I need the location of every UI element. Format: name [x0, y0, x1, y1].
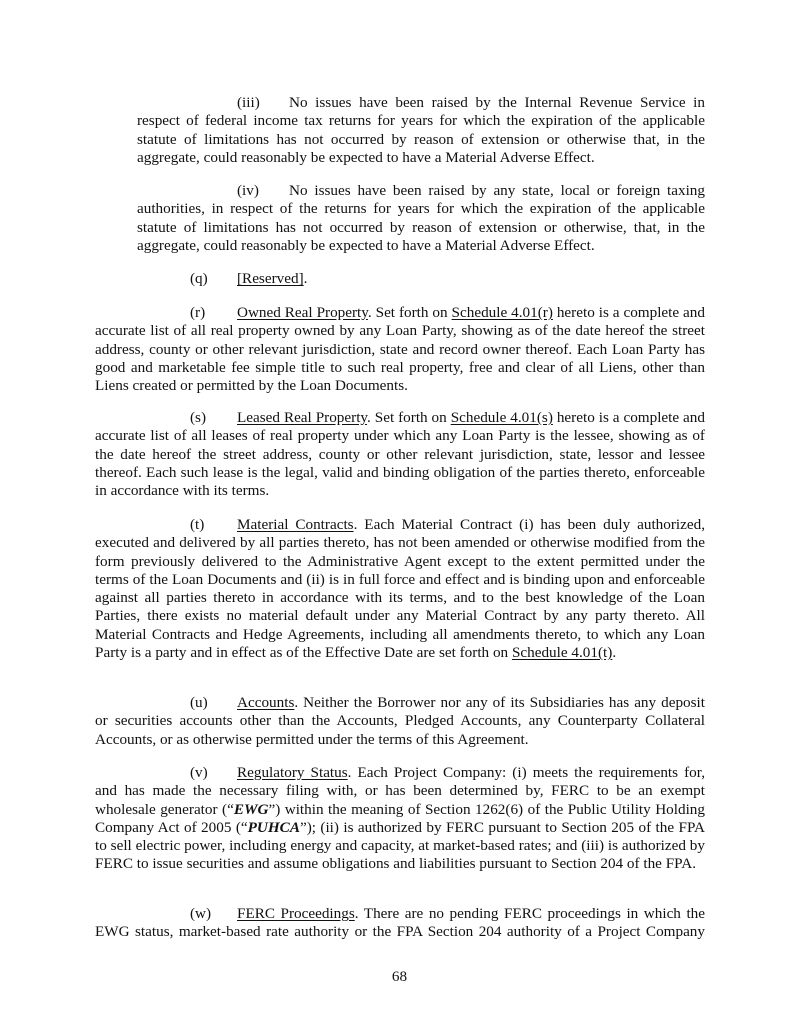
- paragraph-text: No issues have been raised by any state, local or foreign taxing authorities, in respect of the returns for years for which the expiration of the applicable statute of limitations has not occurred by reason of extension or otherwise, that, in the aggregate, could reasonably be expected to have a Material Adverse Effect.: [137, 182, 705, 254]
- page-number: 68: [391, 968, 408, 985]
- section-heading: Accounts: [237, 694, 295, 711]
- schedule-reference: Schedule 4.01(r): [451, 304, 553, 321]
- paragraph-w: (w) FERC Proceedings. There are no pending FERC proceedings in which the EWG status, market-based rate authority or the FPA Section 204 authority of a Project Company: [95, 905, 705, 941]
- section-heading: Owned Real Property: [237, 304, 368, 321]
- paragraph-label: (v): [190, 764, 208, 781]
- paragraph-label: (t): [190, 516, 205, 533]
- schedule-reference: Schedule 4.01(s): [450, 409, 553, 426]
- paragraph-u: (u) Accounts. Neither the Borrower nor any of its Subsidiaries has any deposit or securities accounts other than the Accounts, Pledged Accounts, any Counterparty Collateral Accounts, or as otherwise permitted under the terms of this Agreement.: [95, 694, 705, 748]
- paragraph-iii: [137, 94, 705, 167]
- section-heading: Material Contracts: [237, 516, 354, 533]
- paragraph-label: (w): [190, 905, 212, 922]
- paragraph-label: (iii): [237, 94, 260, 111]
- defined-term-ewg: EWG: [233, 800, 269, 818]
- paragraph-q: (q) [Reserved].: [190, 270, 308, 287]
- paragraph-t: (t) Material Contracts. Each Material Contract (i) has been duly authorized, executed and delivered by all parties thereto, has not been amended or otherwise modified from the form previously delivered to the Administrative Agent except to the extent permitted under the terms of the Loan Documents and (ii) is in full force and effect and is binding upon and enforceable against all parties thereto in accordance with its terms, and to the best knowledge of the Loan Parties, there exists no material default under any Material Contract by any party thereto. All Material Contracts and Hedge Agreements, including all amendments thereto, to which any Loan Party is a party and in effect as of the Effective Date are set forth on Schedule 4.01(t).: [95, 516, 705, 662]
- paragraph-label: (iv): [237, 182, 259, 199]
- defined-term-puhca: PUHCA: [247, 818, 300, 836]
- section-heading: Regulatory Status: [237, 764, 348, 781]
- paragraph-text: No issues have been raised by the Internal Revenue Service in respect of federal income tax returns for years for which the expiration of the applicable statute of limitations has not occurred by reason of extension or otherwise that, in the aggregate, could reasonably be expected to have a Material Adverse Effect.: [137, 94, 705, 166]
- paragraph-label: (s): [190, 409, 207, 426]
- paragraph-r: (r) Owned Real Property. Set forth on Schedule 4.01(r) hereto is a complete and accurate list of all real property owned by any Loan Party, showing as of the date hereof the street address, county or other relevant jurisdiction, state and record owner thereof. Each Loan Party has good and marketable fee simple title to such real property, free and clear of all Liens, other than Liens created or permitted by the Loan Documents.: [95, 304, 705, 395]
- section-heading: [Reserved]: [237, 270, 304, 287]
- paragraph-label: (q): [190, 270, 208, 287]
- section-heading: Leased Real Property: [237, 409, 368, 426]
- paragraph-label: (r): [190, 304, 206, 321]
- paragraph-iv: [137, 182, 705, 255]
- paragraph-s: (s) Leased Real Property. Set forth on Schedule 4.01(s) hereto is a complete and accurate list of all leases of real property under which any Loan Party is the lessee, showing as of the date hereof the street address, county or other relevant jurisdiction, state, lessor and lessee thereof. Each such lease is the legal, valid and binding obligation of the parties thereto, enforceable in accordance with its terms.: [95, 409, 705, 500]
- section-heading: FERC Proceedings: [237, 905, 355, 922]
- paragraph-v: (v) Regulatory Status. Each Project Company: (i) meets the requirements for, and has made the necessary filing with, or has been determined by, FERC to be an exempt wholesale generator (“EWG”) within the meaning of Section 1262(6) of the Public Utility Holding Company Act of 2005 (“PUHCA”); (ii) is authorized by FERC pursuant to Section 205 of the FPA to sell electric power, including energy and capacity, at market-based rates; and (iii) is authorized by FERC to issue securities and assume obligations and liabilities pursuant to Section 204 of the FPA.: [95, 764, 705, 873]
- paragraph-label: (u): [190, 694, 208, 711]
- schedule-reference: Schedule 4.01(t): [511, 644, 613, 662]
